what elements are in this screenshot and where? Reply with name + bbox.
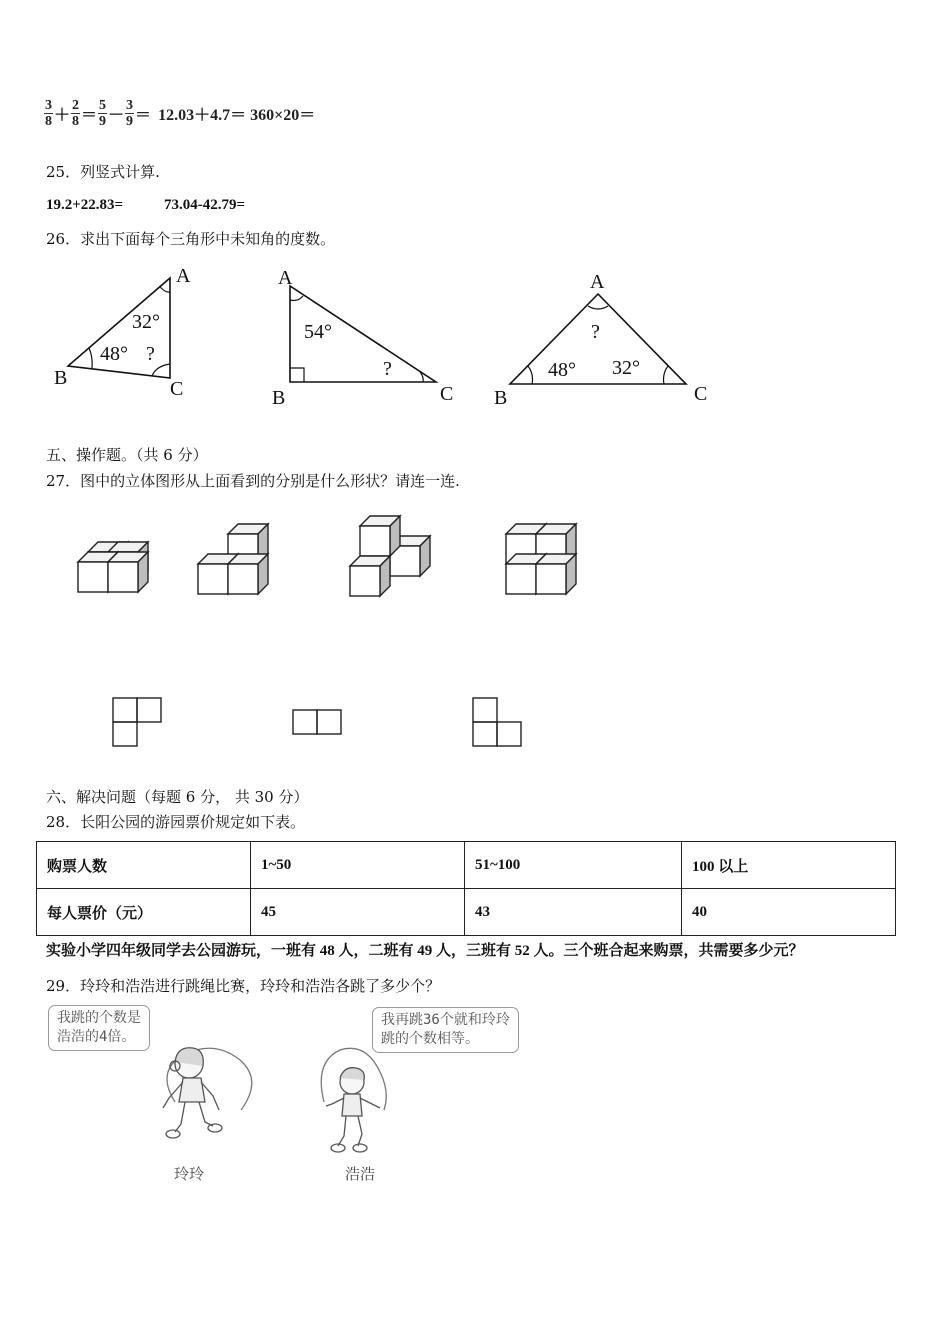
table-cell: 51~100 xyxy=(465,842,682,889)
question-27-title: 27．图中的立体图形从上面看到的分别是什么形状？请连一连. xyxy=(46,472,460,490)
table-cell: 40 xyxy=(682,889,896,936)
question-25-expression-2: 73.04-42.79= xyxy=(164,197,246,213)
section-5-title: 五、操作题。（共 6 分） xyxy=(46,446,208,464)
triangles-figure xyxy=(40,262,730,422)
question-26-title: 26．求出下面每个三角形中未知角的度数。 xyxy=(46,230,336,248)
bubble-line: 我再跳36个就和玲玲 xyxy=(381,1012,510,1028)
vertex-label: C xyxy=(170,378,184,400)
table-row xyxy=(37,889,896,936)
bubble-line: 我跳的个数是 xyxy=(57,1010,141,1026)
operator: ＝ xyxy=(81,107,98,124)
vertex-label: A xyxy=(590,271,605,293)
ticket-price-table xyxy=(36,841,896,936)
expression-2: 12.03＋4.7＝ xyxy=(158,107,247,124)
triangle-3 xyxy=(494,271,707,409)
operator: － xyxy=(108,107,125,124)
table-cell: 每人票价（元） xyxy=(37,889,251,936)
fraction-2: $\frac{2}{8}$ xyxy=(72,98,80,129)
top-view-1 xyxy=(113,698,161,746)
solid-2 xyxy=(198,524,268,594)
expression-3: 360×20＝ xyxy=(250,107,316,124)
name-label-lingling: 玲玲 xyxy=(174,1165,205,1183)
question-29-title: 29．玲玲和浩浩进行跳绳比赛，玲玲和浩浩各跳了多少个？ xyxy=(46,977,441,995)
angle-label: 32° xyxy=(612,357,640,379)
solid-4 xyxy=(506,524,576,594)
table-cell: 45 xyxy=(251,889,465,936)
bubble-line: 跳的个数相等。 xyxy=(381,1031,479,1047)
vertex-label: A xyxy=(176,265,191,287)
angle-label: 32° xyxy=(132,311,160,333)
girl-jumping-rope-illustration xyxy=(145,1040,270,1160)
section-6-title: 六、解决问题（每题 6 分， 共 30 分） xyxy=(46,788,309,806)
fraction-1: $\frac{3}{8}$ xyxy=(45,98,52,129)
name-label-haohao: 浩浩 xyxy=(345,1165,376,1183)
table-cell: 43 xyxy=(465,889,682,936)
angle-label: ? xyxy=(146,343,155,365)
angle-label: 48° xyxy=(100,343,128,365)
triangle-2 xyxy=(272,267,453,409)
table-cell: 100 以上 xyxy=(682,842,896,889)
vertex-label: C xyxy=(440,383,454,405)
vertex-label: C xyxy=(694,383,708,405)
vertex-label: B xyxy=(54,367,68,389)
triangle-1 xyxy=(54,265,191,400)
top-views-figure xyxy=(100,690,540,760)
table-cell: 购票人数 xyxy=(37,842,251,889)
vertex-label: B xyxy=(494,387,508,409)
question-28-title: 28．长阳公园的游园票价规定如下表。 xyxy=(46,813,306,831)
boy-jumping-rope-illustration xyxy=(310,1042,400,1162)
operator: ＝ xyxy=(135,107,152,124)
speech-bubble-lingling xyxy=(48,1005,150,1051)
bubble-line: 浩浩的4倍。 xyxy=(57,1029,136,1045)
fraction-3: $\frac{5}{9}$ xyxy=(99,98,107,129)
operator: ＋ xyxy=(54,107,71,124)
fraction-4: $\frac{3}{9}$ xyxy=(126,98,134,129)
question-28-text: 实验小学四年级同学去公园游玩，一班有 48 人，二班有 49 人，三班有 52 人。三个班合起来购票，共需要多少元？ xyxy=(46,943,804,959)
table-row xyxy=(37,842,896,889)
question-25-title: 25．列竖式计算. xyxy=(46,163,160,181)
cube-solids-figure xyxy=(60,510,600,620)
vertex-label: A xyxy=(278,267,293,289)
fraction-expression-row xyxy=(44,98,315,129)
question-25-expression-1: 19.2+22.83= xyxy=(46,197,124,213)
angle-label: ? xyxy=(383,358,392,380)
angle-label: 54° xyxy=(304,321,332,343)
solid-3 xyxy=(350,516,430,596)
table-cell: 1~50 xyxy=(251,842,465,889)
top-view-2 xyxy=(293,710,341,734)
top-view-3 xyxy=(473,698,521,746)
angle-label: 48° xyxy=(548,359,576,381)
vertex-label: B xyxy=(272,387,286,409)
angle-label: ? xyxy=(591,321,600,343)
solid-1 xyxy=(78,542,148,592)
